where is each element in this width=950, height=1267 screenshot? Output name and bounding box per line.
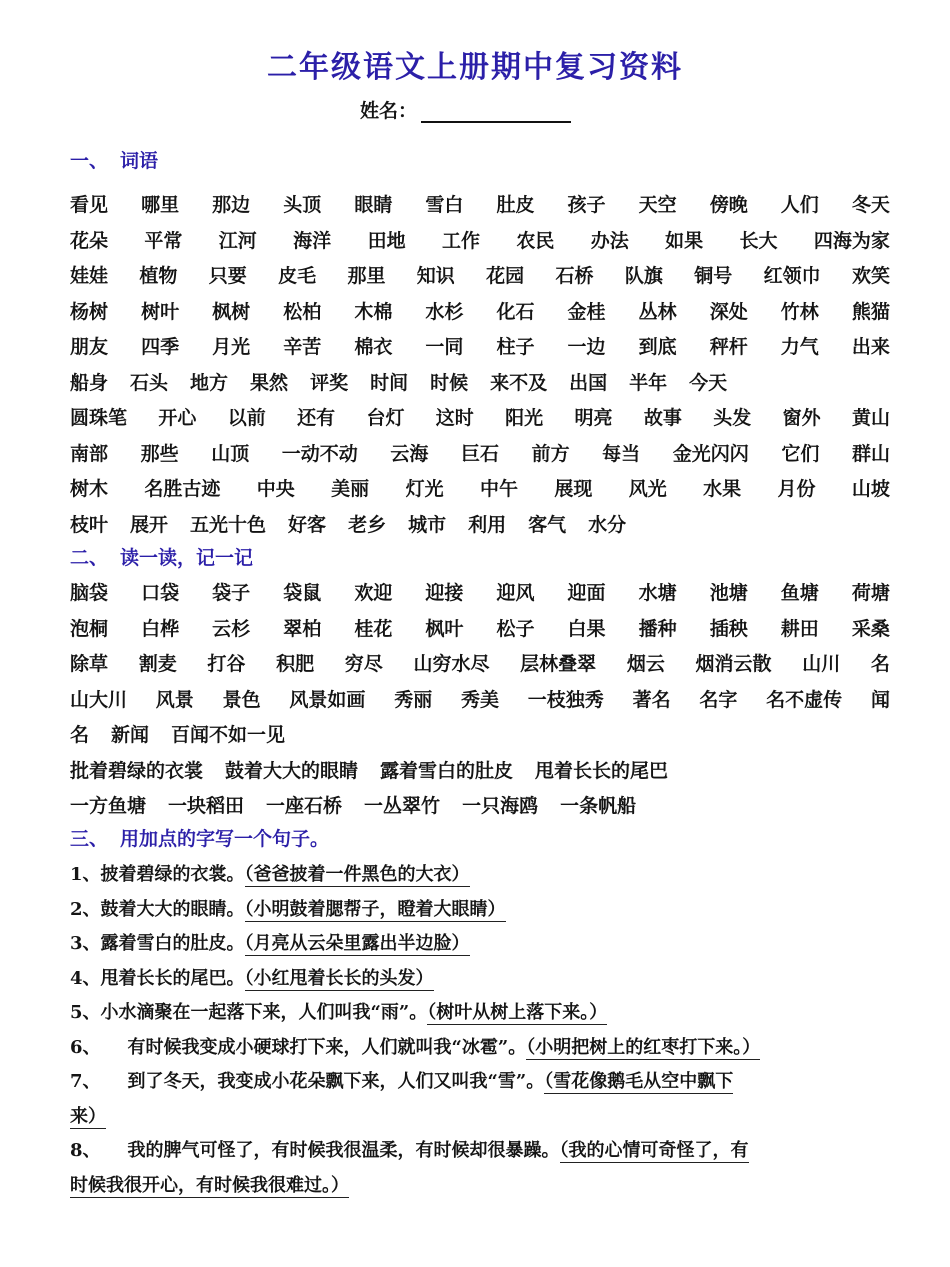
read-word: 一丛翠竹: [364, 795, 441, 817]
words-word: 力气: [780, 336, 819, 358]
page-title: 二年级语文上册期中复习资料: [267, 50, 683, 85]
words-word: 开心: [158, 407, 197, 429]
words-word: 肚皮: [496, 194, 535, 216]
words-word: 平常: [144, 229, 183, 252]
words-word: 雪白: [425, 194, 464, 216]
sentence-prompt: 7、 到了冬天，我变成小花朵飘下来，人们又叫我“雪”。: [70, 1071, 545, 1092]
words-word: 每当: [602, 442, 641, 465]
sentence-prompt: 1、披着碧绿的衣裳。: [70, 864, 245, 885]
words-word: 它们: [781, 442, 820, 465]
words-word: 四海为家: [813, 229, 890, 252]
sentence-line: [70, 964, 890, 990]
read-word: 积肥: [276, 653, 315, 675]
words-word: 四季: [141, 336, 180, 358]
words-word: 树木: [70, 478, 109, 500]
sentence-line: [70, 1171, 890, 1197]
read-word: 云杉: [212, 617, 251, 640]
words-word: 圆珠笔: [70, 407, 128, 429]
sentence-line: [70, 929, 890, 955]
words-word: 巨石: [460, 442, 499, 465]
words-word: 故事: [643, 407, 682, 429]
sentence-line: [70, 895, 890, 921]
words-word: 利用: [468, 513, 507, 536]
words-word: 台灯: [366, 407, 405, 429]
read-word: 一条帆船: [560, 795, 637, 817]
words-word: 月光: [212, 336, 251, 358]
read-word: 采桑: [851, 617, 890, 640]
words-word: 棉衣: [354, 336, 393, 358]
read-word: 一只海鸥: [462, 795, 539, 817]
sentence-answer: 时候我很开心，有时候我很难过。）: [70, 1174, 349, 1196]
read-word: 耕田: [780, 617, 819, 640]
words-word: 金光闪闪: [672, 442, 749, 465]
words-word: 出国: [569, 371, 608, 394]
words-row: [70, 474, 890, 501]
read-word: 袋鼠: [283, 582, 322, 604]
section-title: 词语: [120, 150, 159, 172]
words-word: 熊猫: [851, 300, 890, 323]
read-word: 鱼塘: [780, 582, 819, 604]
read-word: 播种: [638, 617, 677, 640]
read-word: 泡桐: [70, 617, 109, 640]
read-word: 桂花: [354, 617, 393, 640]
words-word: 时候: [430, 371, 469, 394]
words-word: 评奖: [310, 371, 349, 394]
read-word: 迎面: [567, 582, 606, 604]
words-word: 铜号: [694, 265, 733, 287]
words-word: 看见: [70, 194, 109, 216]
read-row: [70, 685, 890, 712]
sentence-line: [70, 998, 890, 1024]
words-word: 五光十色: [190, 513, 267, 536]
read-word: 烟消云散: [695, 653, 772, 675]
read-word: 迎接: [425, 582, 464, 604]
read-word: 名: [870, 653, 890, 675]
words-word: 山坡: [851, 478, 890, 500]
words-word: 老乡: [348, 513, 387, 536]
words-word: 到底: [638, 336, 677, 358]
read-word: 迎风: [496, 582, 535, 604]
section-heading-read: [70, 543, 253, 570]
words-word: 丛林: [638, 300, 677, 323]
words-word: 天空: [638, 194, 677, 216]
words-word: 头顶: [283, 194, 322, 216]
sentence-answer: （我的心情可奇怪了，有: [559, 1140, 749, 1161]
words-word: 窗外: [782, 407, 821, 429]
words-word: 木棉: [354, 300, 393, 323]
read-row: [70, 720, 890, 747]
words-word: 那些: [140, 442, 179, 465]
words-word: 出来: [851, 336, 890, 358]
words-word: 时间: [370, 371, 409, 394]
words-word: 一边: [567, 336, 606, 358]
words-word: 田地: [367, 229, 406, 252]
words-row: [70, 332, 890, 359]
words-word: 植物: [139, 265, 178, 287]
words-word: 城市: [408, 513, 447, 536]
words-row: [70, 439, 890, 466]
sentence-line: [70, 1033, 890, 1059]
read-row: [70, 578, 890, 605]
read-row: [70, 756, 890, 783]
words-word: 如果: [665, 229, 704, 252]
read-word: 秀美: [460, 688, 499, 711]
words-word: 娃娃: [70, 265, 109, 287]
words-word: 金桂: [567, 300, 606, 323]
words-word: 红领巾: [763, 265, 821, 287]
words-word: 冬天: [851, 194, 890, 216]
words-word: 秤杆: [709, 336, 748, 358]
read-word: 枫叶: [425, 617, 464, 640]
read-word: 山川: [802, 653, 841, 675]
words-word: 灯光: [405, 478, 444, 500]
words-row: [70, 403, 890, 430]
section-number: 一、: [70, 150, 109, 172]
words-word: 朋友: [70, 336, 109, 358]
read-word: 闻: [870, 688, 890, 711]
name-field: [360, 96, 571, 123]
words-word: 花园: [486, 265, 525, 287]
words-word: 阳光: [505, 407, 544, 429]
words-word: 办法: [590, 229, 629, 252]
words-word: 树叶: [141, 300, 180, 323]
sentence-answer: （月亮从云朵里露出半边脸）: [244, 933, 470, 954]
sentence-prompt: 2、鼓着大大的眼睛。: [70, 898, 245, 920]
words-word: 农民: [516, 229, 555, 252]
read-word: 名不虚传: [766, 688, 843, 711]
sentence-line: [70, 1102, 890, 1128]
sentence-line: [70, 1136, 890, 1162]
sentence-answer: （小红甩着长长的头发）: [244, 967, 434, 989]
read-word: 秀丽: [394, 688, 433, 711]
words-row: [70, 368, 890, 395]
words-word: 欢笑: [851, 265, 890, 287]
section-title: 读一读，记一记: [120, 547, 254, 569]
words-word: 云海: [390, 442, 429, 465]
read-word: 打谷: [207, 653, 246, 675]
words-word: 一同: [425, 336, 464, 358]
words-word: 辛苦: [283, 336, 322, 358]
read-word: 欢迎: [354, 582, 393, 604]
words-word: 石头: [130, 371, 169, 394]
sentence-prompt: 4、甩着长长的尾巴。: [70, 967, 245, 989]
read-word: 插秧: [709, 617, 748, 640]
words-word: 只要: [208, 265, 247, 287]
words-word: 一动不动: [281, 442, 358, 465]
words-word: 竹林: [780, 300, 819, 323]
words-word: 地方: [190, 371, 229, 394]
read-word: 甩着长长的尾巴: [535, 759, 669, 782]
words-row: [70, 297, 890, 324]
words-word: 海洋: [293, 229, 332, 252]
words-word: 黄山: [851, 407, 890, 429]
sentence-answer: （树叶从树上落下来。）: [427, 1002, 608, 1023]
read-word: 名字: [699, 688, 738, 711]
read-word: 割麦: [138, 653, 177, 675]
sentence-answer: 来）: [70, 1105, 106, 1127]
read-word: 烟云: [626, 653, 665, 675]
read-word: 荷塘: [851, 582, 890, 604]
read-row: [70, 791, 890, 818]
words-word: 前方: [531, 442, 570, 465]
words-word: 群山: [851, 442, 890, 465]
read-word: 松子: [496, 617, 535, 640]
words-word: 月份: [777, 478, 816, 500]
read-word: 鼓着大大的眼睛: [225, 759, 359, 782]
words-word: 深处: [709, 300, 748, 323]
words-word: 孩子: [567, 194, 606, 216]
sentence-prompt: 6、 有时候我变成小硬球打下来，人们就叫我“冰雹”。: [70, 1036, 527, 1058]
sentence-answer: （小明鼓着腮帮子，瞪着大眼睛）: [244, 898, 506, 920]
words-word: 好客: [288, 513, 327, 536]
words-word: 江河: [218, 229, 257, 252]
read-word: 白桦: [141, 617, 180, 640]
words-word: 人们: [780, 194, 819, 216]
words-word: 还有: [297, 407, 336, 429]
read-word: 袋子: [212, 582, 251, 604]
words-word: 化石: [496, 300, 535, 323]
read-word: 池塘: [709, 582, 748, 604]
words-word: 美丽: [331, 478, 370, 500]
words-word: 杨树: [70, 300, 109, 323]
words-word: 傍晚: [709, 194, 748, 216]
words-row: [70, 261, 890, 288]
words-word: 石桥: [555, 265, 594, 287]
read-word: 一块稻田: [168, 795, 245, 817]
words-word: 名胜古迹: [144, 478, 221, 500]
words-word: 柱子: [496, 336, 535, 358]
read-word: 露着雪白的肚皮: [380, 759, 514, 782]
sentence-answer: （爸爸披着一件黑色的大衣）: [244, 864, 470, 885]
read-word: 景色: [222, 688, 261, 711]
section-heading-sentences: [70, 824, 329, 851]
words-word: 哪里: [141, 194, 180, 216]
read-word: 风景: [155, 688, 194, 711]
sentence-prompt: 8、 我的脾气可怪了，有时候我很温柔，有时候却很暴躁。: [70, 1140, 560, 1161]
words-word: 花朵: [70, 229, 109, 252]
read-word: 山大川: [70, 688, 128, 711]
words-word: 长大: [739, 229, 778, 252]
words-word: 展开: [130, 513, 169, 536]
words-word: 半年: [629, 371, 668, 394]
words-row: [70, 190, 890, 217]
words-word: 队旗: [624, 265, 663, 287]
read-word: 一方鱼塘: [70, 795, 147, 817]
words-word: 水杉: [425, 300, 464, 323]
words-word: 头发: [713, 407, 752, 429]
words-word: 明亮: [574, 407, 613, 429]
read-row: [70, 614, 890, 641]
words-word: 中央: [256, 478, 295, 500]
words-word: 山顶: [211, 442, 250, 465]
read-word: 一座石桥: [266, 795, 343, 817]
name-label: 姓名：: [360, 100, 418, 122]
read-word: 层林叠翠: [520, 653, 597, 675]
words-word: 中午: [479, 478, 518, 500]
sentence-line: [70, 860, 890, 886]
words-row: [70, 510, 890, 537]
read-word: 批着碧绿的衣裳: [70, 759, 204, 782]
read-word: 一枝独秀: [527, 688, 604, 711]
sentence-answer: （雪花像鹅毛从空中飘下: [544, 1071, 734, 1092]
words-word: 松柏: [283, 300, 322, 323]
name-blank-line[interactable]: [421, 101, 571, 123]
read-word: 百闻不如一见: [171, 724, 286, 746]
words-word: 工作: [441, 229, 480, 252]
words-word: 知识: [416, 265, 455, 287]
section-number: 三、: [70, 828, 109, 850]
read-word: 新闻: [111, 724, 150, 746]
words-word: 枝叶: [70, 513, 109, 536]
section-title: 用加点的字写一个句子。: [120, 828, 330, 850]
words-word: 水果: [703, 478, 742, 500]
read-word: 除草: [70, 653, 109, 675]
sentence-prompt: 5、小水滴聚在一起落下来，人们叫我“雨”。: [70, 1002, 428, 1023]
read-word: 脑袋: [70, 582, 109, 604]
section-number: 二、: [70, 547, 109, 569]
read-row: [70, 649, 890, 676]
read-word: 白果: [567, 617, 606, 640]
sentence-answer: （小明把树上的红枣打下来。）: [526, 1036, 761, 1058]
sentence-line: [70, 1067, 890, 1093]
words-word: 以前: [227, 407, 266, 429]
words-word: 皮毛: [278, 265, 317, 287]
words-word: 风光: [628, 478, 667, 500]
words-word: 船身: [70, 371, 109, 394]
words-word: 那里: [347, 265, 386, 287]
words-word: 今天: [689, 371, 728, 394]
words-word: 南部: [70, 442, 109, 465]
read-word: 名: [70, 724, 90, 746]
words-word: 果然: [250, 371, 289, 394]
read-word: 著名: [632, 688, 671, 711]
words-word: 枫树: [212, 300, 251, 323]
words-word: 这时: [435, 407, 474, 429]
words-word: 眼睛: [354, 194, 393, 216]
words-word: 那边: [212, 194, 251, 216]
read-word: 风景如画: [289, 688, 366, 711]
words-row: [70, 226, 890, 253]
words-word: 客气: [528, 513, 567, 536]
read-word: 水塘: [638, 582, 677, 604]
read-word: 穷尽: [344, 653, 383, 675]
read-word: 山穷水尽: [413, 653, 490, 675]
sentence-prompt: 3、露着雪白的肚皮。: [70, 933, 245, 954]
read-word: 口袋: [141, 582, 180, 604]
read-word: 翠柏: [283, 617, 322, 640]
section-heading-vocab: [70, 146, 158, 173]
words-word: 水分: [588, 513, 627, 536]
words-word: 来不及: [490, 371, 548, 394]
words-word: 展现: [554, 478, 593, 500]
